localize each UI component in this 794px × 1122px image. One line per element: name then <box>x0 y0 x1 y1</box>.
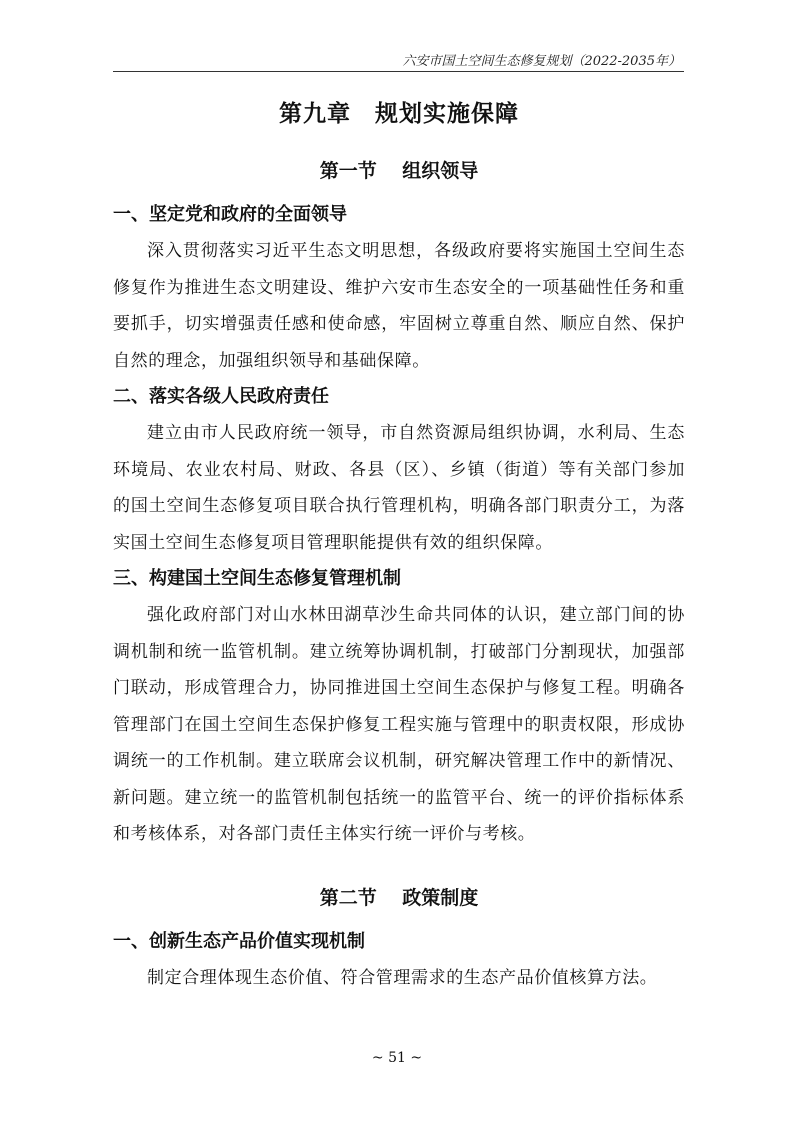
chapter-title: 第九章 规划实施保障 <box>279 101 519 127</box>
paragraph-1-3: 强化政府部门对山水林田湖草沙生命共同体的认识，建立部门间的协调机制和统一监管机制。建立统筹协调机制，打破部门分割现状，加强部门联动，形成管理合力，协同推进国土空间生态保护与修复工程。明确各管理部门在国土空间生态保护修复工程实施与管理中的职责权限，形成协调统一的工作机制。建立联席会议机制，研究解决管理工作中的新情况、新问题。建立统一的监管机制包括统一的监管平台、统一的评价指标体系和考核体系，对各部门责任主体实行统一评价与考核。 <box>113 605 685 844</box>
subheading-2-1: 一、创新生态产品价值实现机制 <box>113 930 365 952</box>
paragraph-1-2: 建立由市人民政府统一领导，市自然资源局组织协调，水利局、生态环境局、农业农村局、财政、各县（区）、乡镇（街道）等有关部门参加的国土空间生态修复项目联合执行管理机构，明确各部门职责分工，为落实国土空间生态修复项目管理职能提供有效的组织保障。 <box>113 423 685 553</box>
header-rule <box>113 71 684 72</box>
page-number: ~ 51 ~ <box>371 1050 423 1066</box>
paragraph-2-1: 制定合理体现生态价值、符合管理需求的生态产品价值核算方法。 <box>147 967 658 988</box>
page-content <box>113 95 685 1000</box>
running-header: 六安市国土空间生态修复规划（2022-2035年） <box>402 54 681 69</box>
paragraph-1-1: 深入贯彻落实习近平生态文明思想，各级政府要将实施国土空间生态修复作为推进生态文明建设、维护六安市生态安全的一项基础性任务和重要抓手，切实增强责任感和使命感，牢固树立尊重自然、顺应自然、保护自然的理念，加强组织领导和基础保障。 <box>113 241 685 371</box>
subheading-1-2: 二、落实各级人民政府责任 <box>113 386 329 407</box>
section-title-1: 第一节 组织领导 <box>319 160 479 182</box>
section-title-2: 第二节 政策制度 <box>319 886 479 909</box>
subheading-1-3: 三、构建国土空间生态修复管理机制 <box>113 568 401 589</box>
subheading-1-1: 一、坚定党和政府的全面领导 <box>113 204 347 225</box>
